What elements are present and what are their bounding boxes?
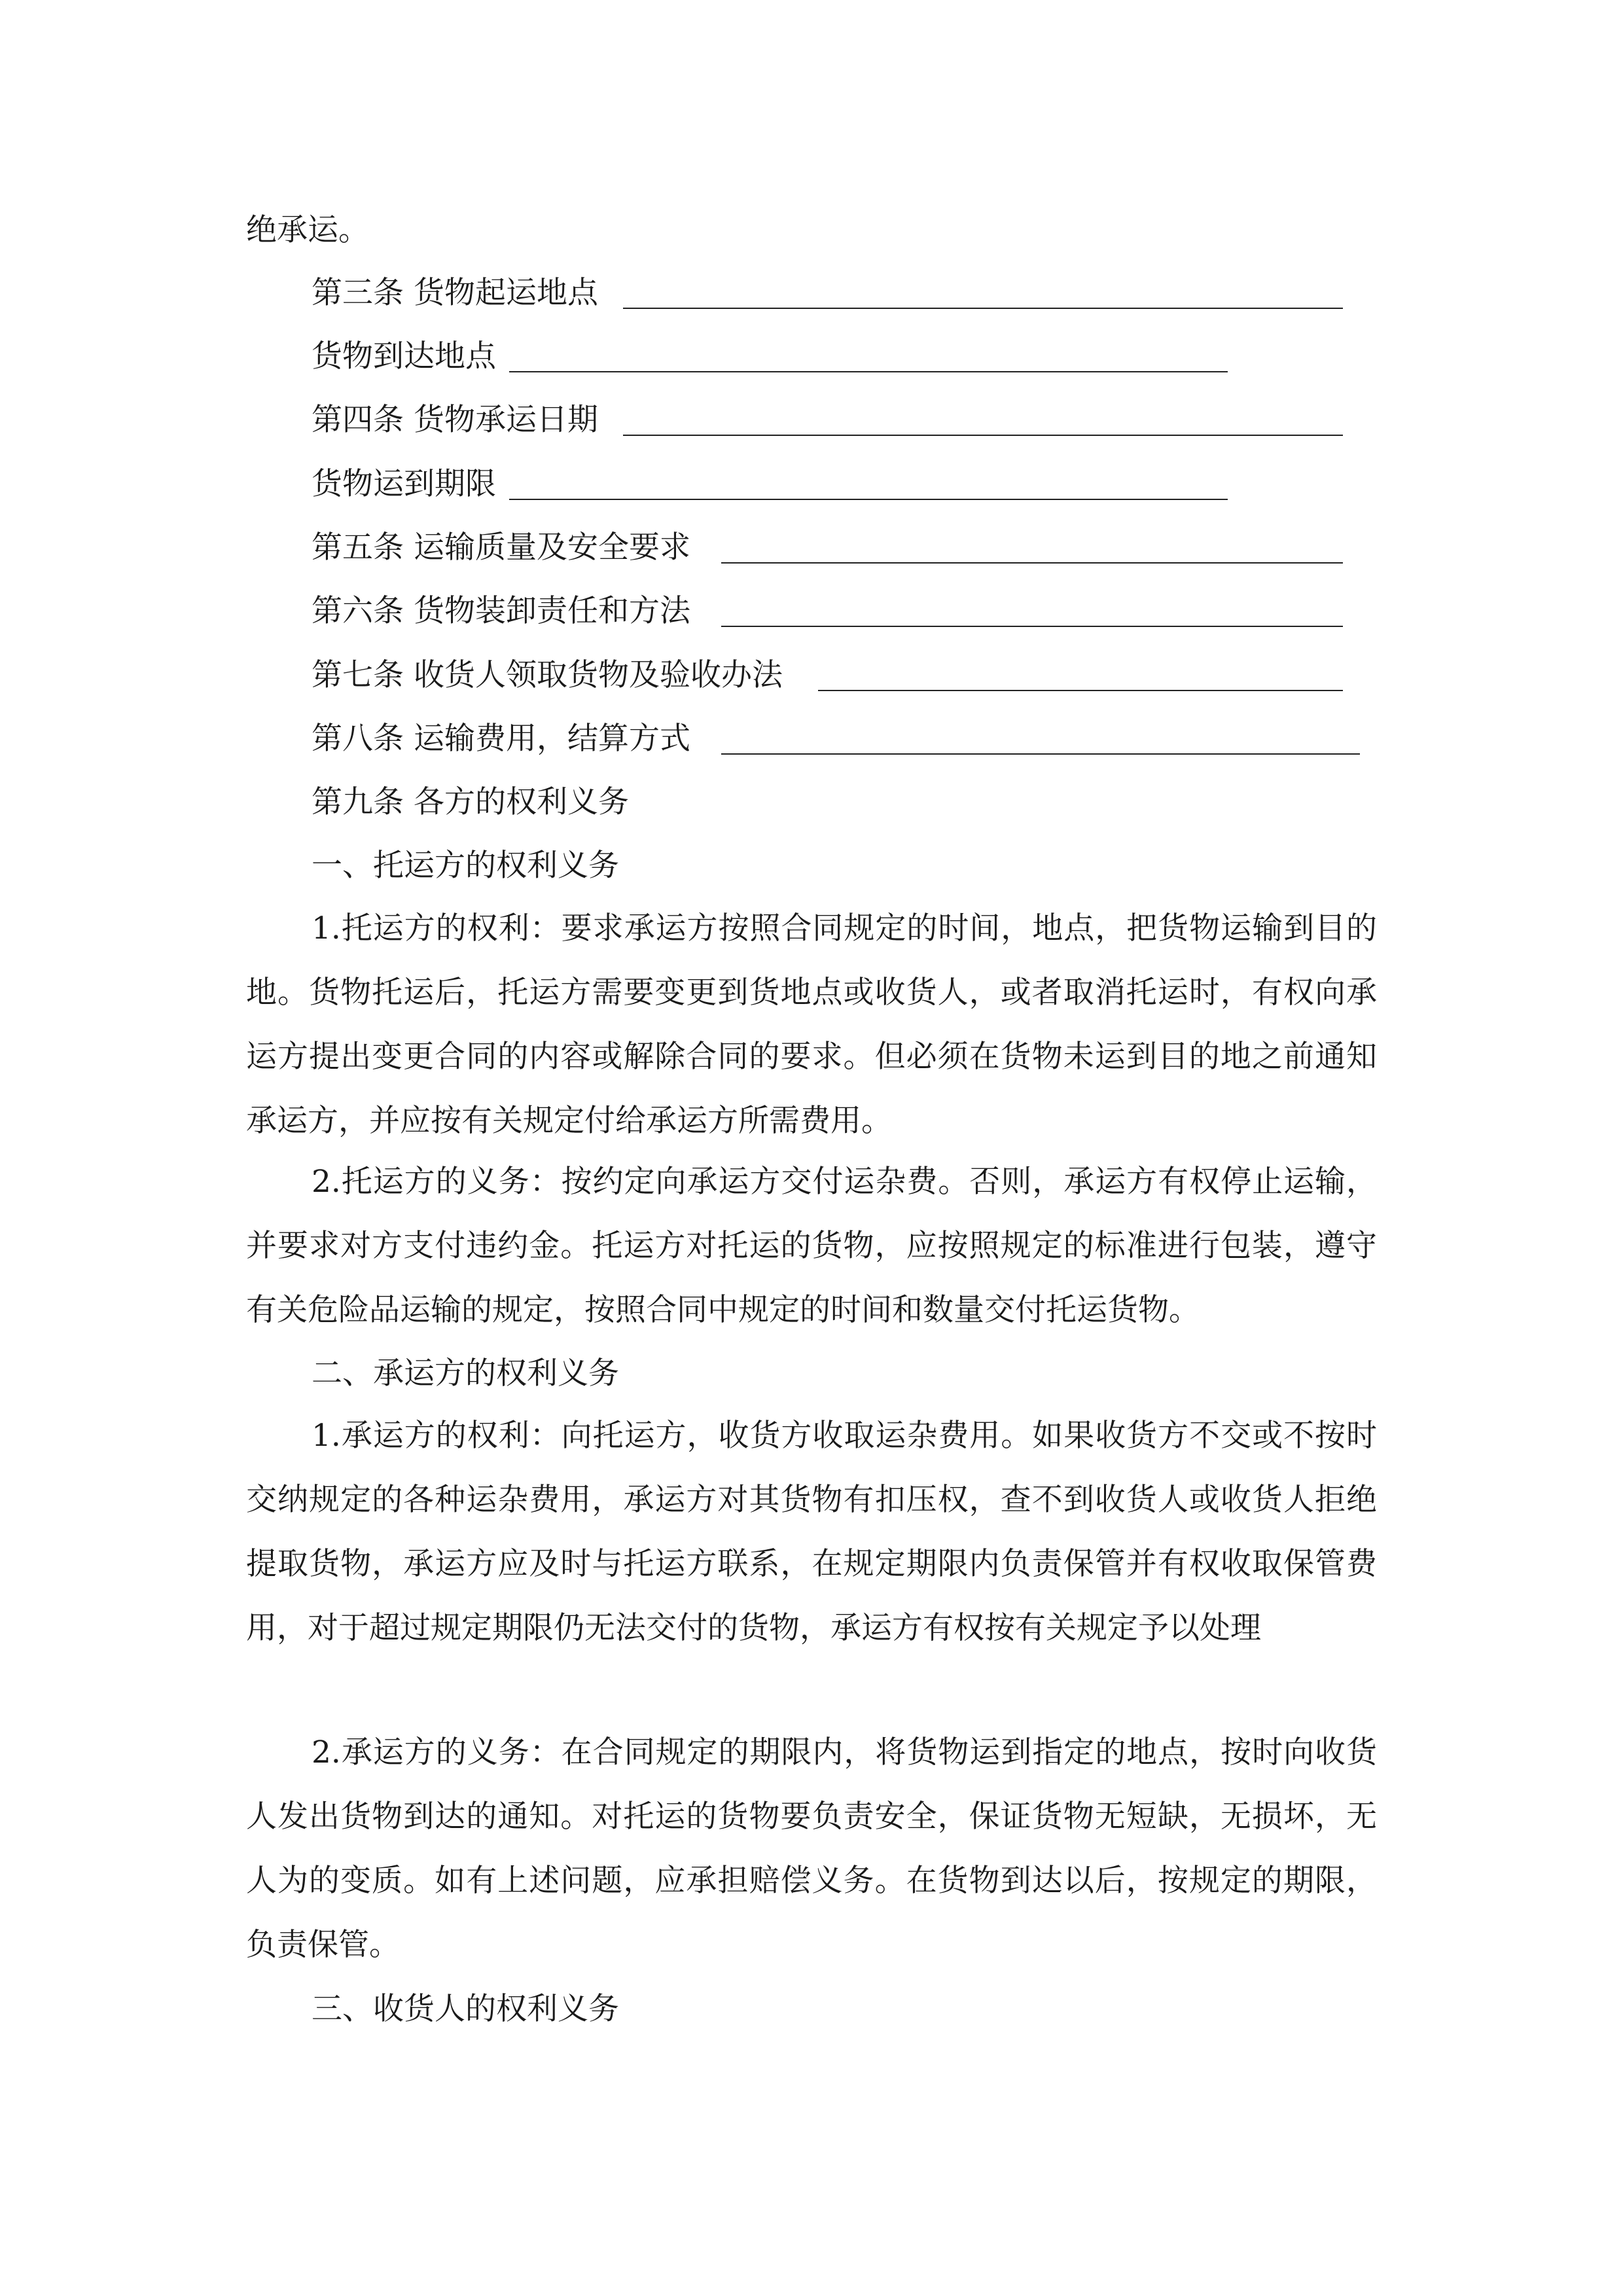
clause-4-deadline: 货物运到期限 <box>312 466 496 502</box>
text-line: 绝承运。 <box>246 212 369 248</box>
blank-field-fees[interactable] <box>721 753 1360 755</box>
clause-5-quality: 第五条 运输质量及安全要求 <box>312 529 690 565</box>
blank-field-deadline[interactable] <box>509 499 1228 500</box>
blank-field-loading[interactable] <box>721 626 1343 627</box>
blank-field-destination[interactable] <box>509 371 1228 372</box>
clause-3-destination: 货物到达地点 <box>312 338 496 374</box>
blank-field-receipt[interactable] <box>818 690 1343 691</box>
paragraph-carrier-rights: 1.承运方的权利：向托运方，收货方收取运杂费用。如果收货方不交或不按时交纳规定的各种运杂费用，承运方对其货物有扣压权，查不到收货人或收货人拒绝提取货物，承运方应及时与托运方联系，在规定期限内负责保管并有权收取保管费用，对于超过规定期限仍无法交付的货物，承运方有权按有关规定予以处理 <box>246 1418 1377 1646</box>
clause-9-heading: 第九条 各方的权利义务 <box>312 784 629 820</box>
blank-field-quality[interactable] <box>721 562 1343 564</box>
paragraph-carrier-duties: 2.承运方的义务：在合同规定的期限内，将货物运到指定的地点，按时向收货人发出货物到达的通知。对托运的货物要负责安全，保证货物无短缺，无损坏，无人为的变质。如有上述问题，应承担赔偿义务。在货物到达以后，按规定的期限，负责保管。 <box>246 1734 1377 1963</box>
clause-7-receipt: 第七条 收货人领取货物及验收办法 <box>312 657 783 693</box>
section-heading-consignee: 三、收货人的权利义务 <box>312 1991 619 2027</box>
section-heading-shipper: 一、托运方的权利义务 <box>312 848 619 884</box>
paragraph-shipper-rights: 1.托运方的权利：要求承运方按照合同规定的时间，地点，把货物运输到目的地。货物托运后，托运方需要变更到货地点或收货人，或者取消托运时，有权向承运方提出变更合同的内容或解除合同的要求。但必须在货物未运到目的地之前通知承运方，并应按有关规定付给承运方所需费用。 <box>246 910 1377 1139</box>
clause-6-loading: 第六条 货物装卸责任和方法 <box>312 593 690 629</box>
clause-8-fees: 第八条 运输费用，结算方式 <box>312 721 690 757</box>
blank-field-origin[interactable] <box>623 308 1343 309</box>
clause-4-date: 第四条 货物承运日期 <box>312 402 598 438</box>
clause-3-origin: 第三条 货物起运地点 <box>312 275 598 311</box>
blank-field-date[interactable] <box>623 435 1343 436</box>
section-heading-carrier: 二、承运方的权利义务 <box>312 1355 619 1391</box>
paragraph-shipper-duties: 2.托运方的义务：按约定向承运方交付运杂费。否则，承运方有权停止运输，并要求对方支付违约金。托运方对托运的货物，应按照规定的标准进行包装，遵守有关危险品运输的规定，按照合同中规定的时间和数量交付托运货物。 <box>246 1164 1377 1328</box>
